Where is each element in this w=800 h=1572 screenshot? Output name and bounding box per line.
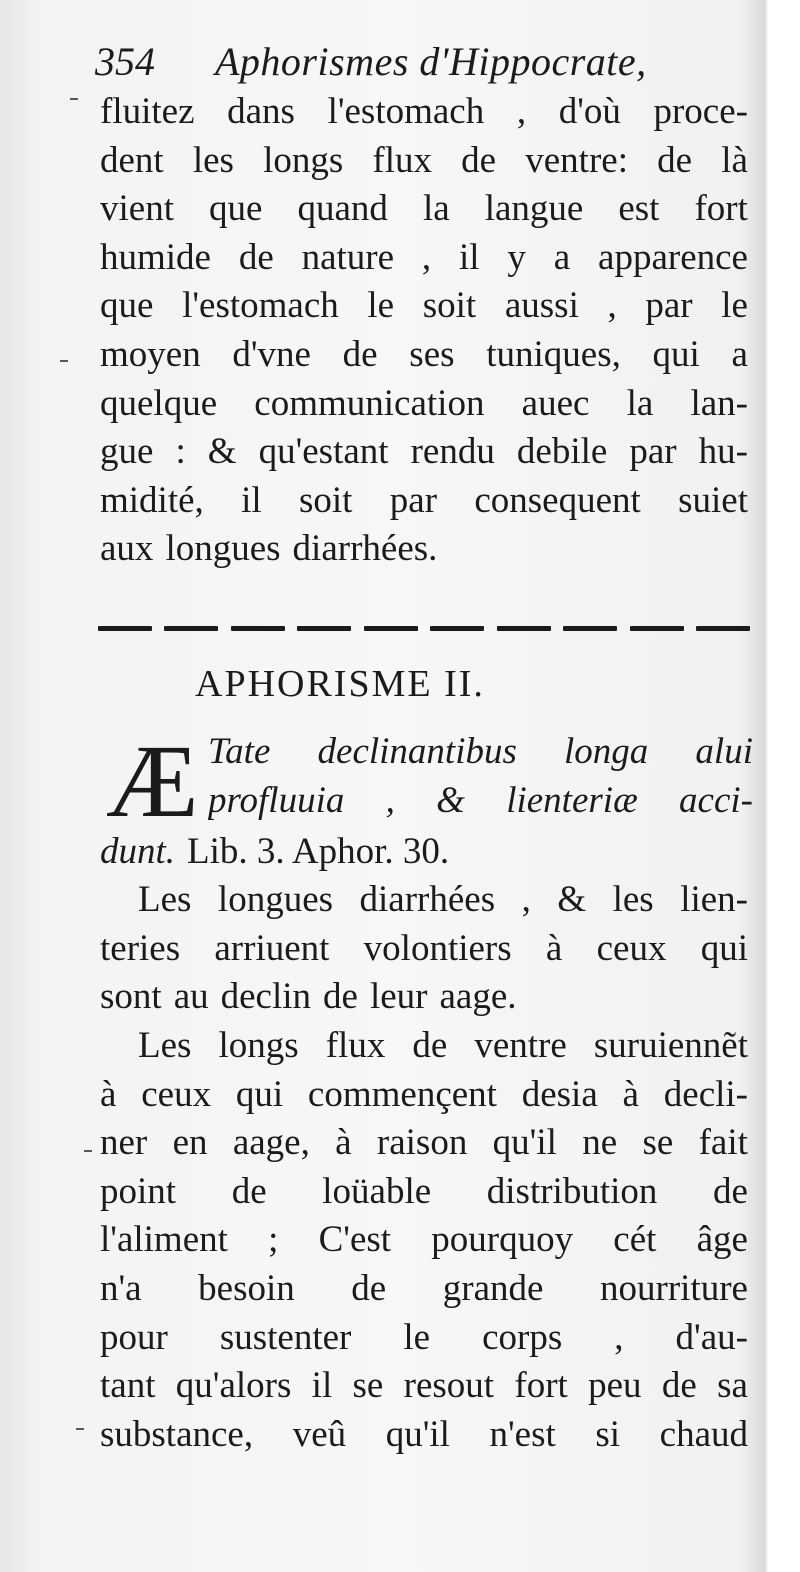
latin-text bbox=[208, 728, 753, 825]
text-line: dent les longs flux de ventre: de là bbox=[100, 139, 748, 181]
divider-dash bbox=[430, 626, 484, 631]
divider-dash bbox=[98, 626, 152, 631]
text-line: pour sustenter le corps , d'au- bbox=[100, 1316, 748, 1358]
divider-dash bbox=[364, 626, 418, 631]
text-line: moyen d'vne de ses tuniques, qui a bbox=[100, 333, 748, 375]
text-line: fluitez dans l'estomach , d'où proce- bbox=[100, 91, 748, 132]
bleed-mark bbox=[84, 1150, 92, 1152]
text-line: midité, il soit par consequent suiet bbox=[100, 479, 748, 521]
translation-paragraph bbox=[100, 876, 748, 1022]
latin-line-end: dunt. bbox=[100, 831, 176, 872]
page-number: 354 bbox=[95, 39, 155, 84]
text-line: à ceux qui commençent desia à decli- bbox=[100, 1073, 748, 1115]
text-line: gue : & qu'estant rendu debile par hu- bbox=[100, 431, 748, 473]
text-line: que l'estomach le soit aussi , par le bbox=[100, 285, 748, 327]
text-line: vient que quand la langue est fort bbox=[100, 188, 748, 230]
bleed-mark bbox=[70, 98, 78, 100]
latin-line: Tate declinantibus longa alui bbox=[208, 731, 753, 772]
divider-dash bbox=[630, 626, 684, 631]
page-header bbox=[95, 38, 755, 88]
aphorism-reference: Lib. 3. Aphor. 30. bbox=[187, 831, 450, 872]
divider-dash bbox=[497, 626, 551, 631]
divider-dash bbox=[231, 626, 285, 631]
latin-reference-line bbox=[100, 828, 740, 876]
text-line: n'a besoin de grande nourriture bbox=[100, 1267, 748, 1309]
latin-line: profluuia , & lienteriæ acci- bbox=[208, 779, 753, 821]
text-line: teries arriuent volontiers à ceux qui bbox=[100, 927, 748, 969]
divider-dash bbox=[696, 626, 750, 631]
text-line: quelque communication auec la lan- bbox=[100, 382, 748, 424]
running-title: Aphorismes d'Hippocrate, bbox=[215, 39, 647, 84]
section-divider bbox=[98, 622, 750, 636]
text-line: humide de nature , il y a apparence bbox=[100, 236, 748, 278]
text-line-last: sont au declin de leur aage. bbox=[100, 976, 517, 1018]
aphorism-heading: APHORISME II. bbox=[195, 663, 485, 705]
paragraph-continuation bbox=[100, 88, 748, 574]
text-line: l'aliment ; C'est pourquoy cét âge bbox=[100, 1219, 748, 1261]
text-line: tant qu'alors il se resout fort peu de sa bbox=[100, 1365, 748, 1407]
text-line: Les longs flux de ventre suruiennẽt bbox=[138, 1025, 748, 1066]
bleed-mark bbox=[76, 1428, 84, 1430]
text-line: substance, veû qu'il n'est si chaud bbox=[100, 1413, 748, 1455]
commentary-paragraph bbox=[100, 1022, 748, 1459]
drop-cap: Æ bbox=[106, 724, 199, 839]
divider-dash bbox=[563, 626, 617, 631]
divider-dash bbox=[297, 626, 351, 631]
text-line: point de loüable distribution de bbox=[100, 1170, 748, 1212]
text-line-last: aux longues diarrhées. bbox=[100, 528, 438, 570]
divider-dash bbox=[164, 626, 218, 631]
text-line: ner en aage, à raison qu'il ne se fait bbox=[100, 1122, 748, 1164]
bleed-mark bbox=[60, 360, 68, 362]
text-line: Les longues diarrhées , & les lien- bbox=[138, 879, 748, 920]
